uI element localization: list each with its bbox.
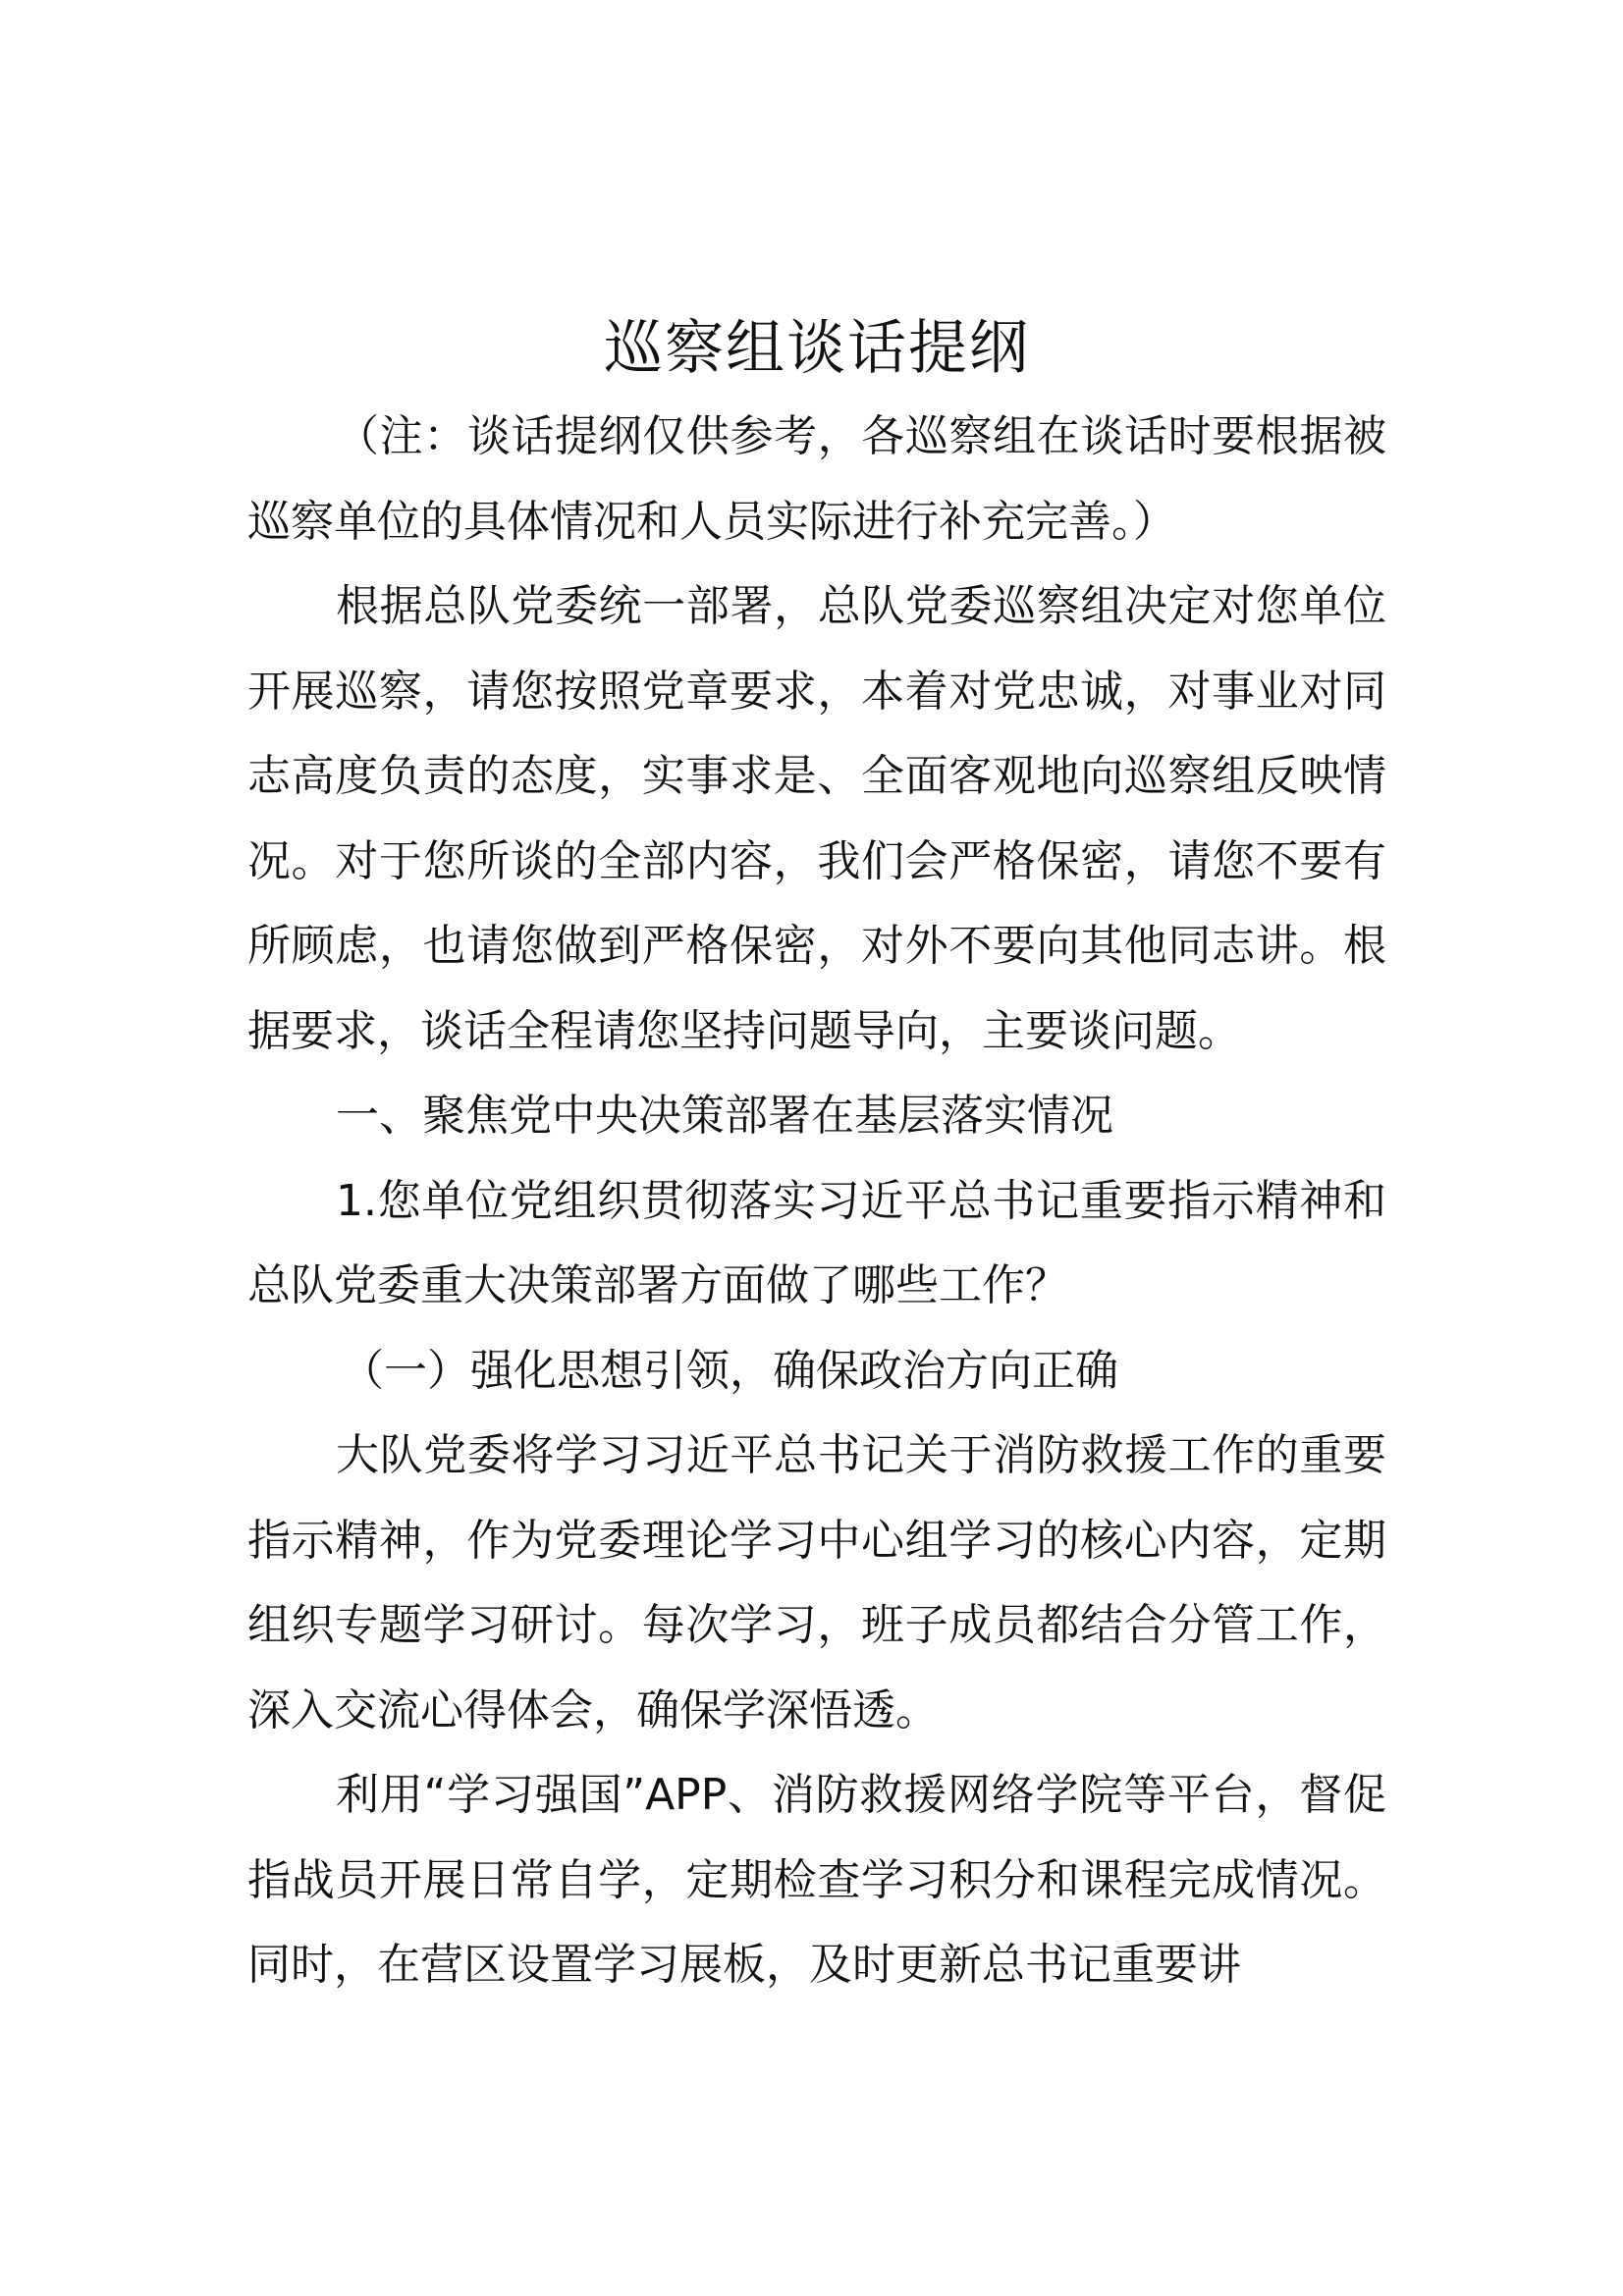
document-title: 巡察组谈话提纲 xyxy=(604,314,1030,383)
answer-paragraph-1: 大队党委将学习习近平总书记关于消防救援工作的重要指示精神，作为党委理论学习中心组学习的核心内容，定期组织专题学习研讨。每次学习，班子成员都结合分管工作，深入交流心得体会，确保学深悟透。 xyxy=(247,1430,1386,1735)
intro-paragraph: 根据总队党委统一部署，总队党委巡察组决定对您单位开展巡察，请您按照党章要求，本着对党忠诚，对事业对同志高度负责的态度，实事求是、全面客观地向巡察组反映情况。对于您所谈的全部内容，我们会严格保密，请您不要有所顾虑，也请您做到严格保密，对外不要向其他同志讲。根据要求，谈话全程请您坚持问题导向，主要谈问题。 xyxy=(247,581,1386,1056)
subsection-heading: （一）强化思想引领，确保政治方向正确 xyxy=(341,1345,1118,1396)
question-paragraph: 1.您单位党组织贯彻落实习近平总书记重要指示精神和总队党委重大决策部署方面做了哪些工作？ xyxy=(247,1175,1386,1310)
note-paragraph: （注：谈话提纲仅供参考，各巡察组在谈话时要根据被巡察单位的具体情况和人员实际进行补充完善。） xyxy=(247,411,1386,547)
answer-paragraph-2: 利用“学习强国”APP、消防救援网络学院等平台，督促指战员开展日常自学，定期检查学习积分和课程完成情况。同时，在营区设置学习展板，及时更新总书记重要讲 xyxy=(247,1770,1386,1990)
section-heading: 一、聚焦党中央决策部署在基层落实情况 xyxy=(336,1091,1113,1141)
document-body xyxy=(247,304,1386,2008)
